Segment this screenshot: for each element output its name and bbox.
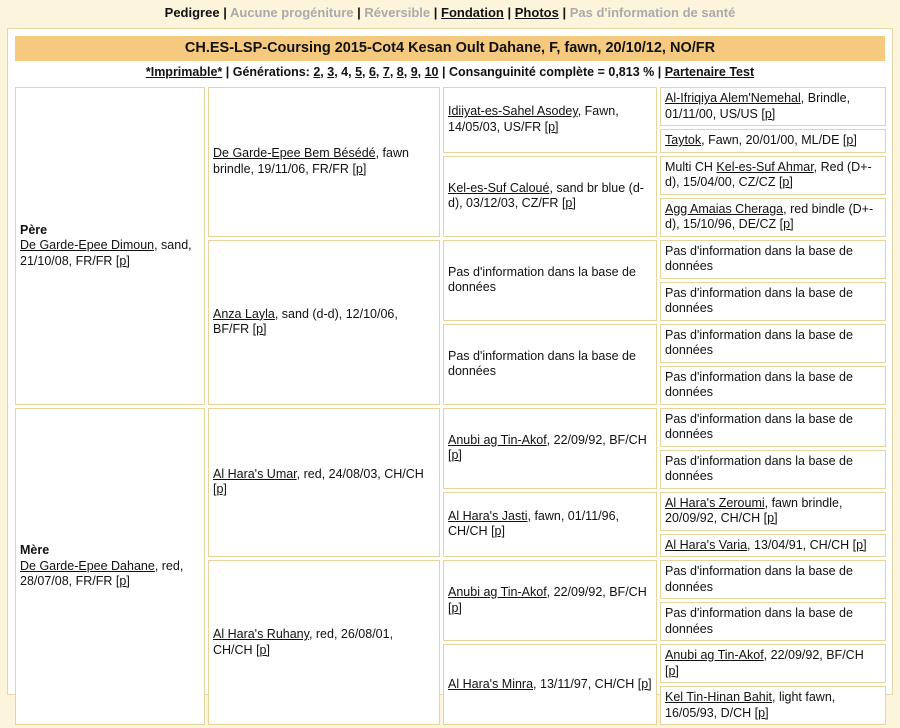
no-info-cell: Pas d'information dans la base de données (660, 240, 886, 279)
pedigree-cell-gen3 (443, 408, 657, 489)
ancestor-info: , fawn brindle, 19/11/06, FR/FR (213, 146, 409, 176)
ancestor-info: , sand br blue (d-d), 03/12/03, CZ/FR (448, 180, 644, 210)
nav-pedigree: Pedigree (164, 5, 220, 20)
pedigree-cell-gen3 (443, 492, 657, 558)
ancestor-info: , sand (d-d), 12/10/06, BF/FR (213, 306, 398, 336)
pedigree-cell-gen4 (660, 686, 886, 725)
pedigree-cell-gen2 (208, 87, 440, 237)
photo-link[interactable]: [p] (256, 642, 270, 657)
options-bar: *Imprimable* | Générations: 2, 3, 4, 5, 6, 7, 8, 9, 10 | Consanguinité complète = 0,813 % | Partenaire Test (145, 65, 755, 79)
pedigree-cell-gen4 (660, 156, 886, 195)
generation-link-8[interactable]: 8 (396, 65, 404, 79)
generation-link-3[interactable]: 3 (327, 65, 335, 79)
ancestor-info: , 22/09/92, BF/CH (763, 648, 864, 662)
dam-info: , red, 28/07/08, FR/FR (20, 558, 184, 588)
ancestor-info: , fawn brindle, 20/09/92, CH/CH (665, 495, 843, 525)
pedigree-cell-gen3 (443, 560, 657, 641)
pedigree-cell-gen2 (208, 560, 440, 725)
ancestor-link[interactable]: Al Hara's Jasti (448, 508, 528, 523)
pedigree-cell-gen3 (443, 644, 657, 725)
ancestor-info: , 13/11/97, CH/CH (533, 676, 635, 691)
no-info-cell: Pas d'information dans la base de données (443, 240, 657, 321)
ancestor-info: , 13/04/91, CH/CH (747, 537, 850, 552)
ancestor-link[interactable]: Kel Tin-Hinan Bahit (665, 690, 773, 704)
ancestor-link[interactable]: Kel-es-Suf Ahmar (716, 159, 814, 174)
ancestor-prefix: Multi CH (665, 159, 717, 174)
nav-separator: | (507, 5, 512, 20)
no-info-cell: Pas d'information dans la base de données (660, 282, 886, 321)
printable-link[interactable]: *Imprimable* (145, 65, 223, 79)
ancestor-link[interactable]: Al Hara's Varia (665, 537, 748, 552)
ancestor-info: , fawn, 01/11/96, CH/CH (448, 508, 619, 539)
photo-link[interactable]: [p] (561, 196, 576, 210)
generation-link-10[interactable]: 10 (424, 65, 439, 79)
sire-info: , sand, 21/10/08, FR/FR (20, 238, 192, 268)
nav-progeny: Aucune progéniture (229, 5, 354, 20)
generation-link-5[interactable]: 5 (355, 65, 363, 79)
ancestor-link[interactable]: Al Hara's Ruhany (213, 627, 309, 641)
ancestor-link[interactable]: Agg Amaias Cheraga (665, 201, 784, 216)
pedigree-cell-gen4 (660, 492, 886, 531)
photo-link[interactable]: [p] (213, 482, 227, 497)
photo-link[interactable]: [p] (761, 106, 776, 121)
photo-link[interactable]: [p] (637, 676, 652, 691)
ancestor-link[interactable]: Anubi ag Tin-Akof (448, 432, 547, 447)
nav-reversible: Réversible (364, 5, 431, 20)
options-separator: | (441, 65, 446, 79)
photo-link[interactable]: [p] (754, 705, 769, 720)
generation-link-9[interactable]: 9 (410, 65, 418, 79)
photo-link[interactable]: [p] (852, 537, 867, 552)
ancestor-link[interactable]: Kel-es-Suf Caloué (448, 180, 550, 195)
photo-link[interactable]: [p] (842, 133, 857, 147)
ancestor-info: , Red (D+-d), 15/04/00, CZ/CZ (665, 159, 872, 189)
photo-link[interactable]: [p] (665, 663, 679, 678)
nav-separator: | (223, 5, 227, 20)
top-navigation (0, 0, 900, 26)
generation-link-6[interactable]: 6 (368, 65, 376, 79)
ancestor-info: , red bindle (D+-d), 15/10/96, DE/CZ (665, 201, 874, 231)
dog-title: CH.ES-LSP-Coursing 2015-Cot4 Kesan Oult Dahane, F, fawn, 20/10/12, NO/FR (15, 36, 885, 61)
generation-link-7[interactable]: 7 (382, 65, 390, 79)
nav-separator: | (562, 5, 567, 20)
photo-link[interactable]: [p] (778, 175, 793, 189)
pedigree-cell-gen4 (660, 87, 886, 126)
nav-separator: | (357, 5, 361, 20)
pedigree-cell-gen2 (208, 240, 440, 405)
no-info-cell: Pas d'information dans la base de données (443, 324, 657, 405)
no-info-cell: Pas d'information dans la base de données (660, 602, 886, 641)
pedigree-cell-gen4 (660, 644, 886, 683)
nav-separator: | (433, 5, 438, 20)
ancestor-info: , 22/09/92, BF/CH (546, 432, 647, 447)
ancestor-info: , Fawn, 14/05/03, US/FR (448, 104, 619, 134)
pedigree-cell-gen4 (660, 129, 886, 153)
no-info-cell: Pas d'information dans la base de données (660, 408, 886, 447)
photo-link[interactable]: [p] (448, 600, 462, 615)
ancestor-link[interactable]: Taytok (665, 133, 702, 147)
photo-link[interactable]: [p] (115, 574, 130, 588)
dam-label: Mère (20, 543, 50, 557)
sire-cell (15, 87, 205, 405)
pedigree-panel (7, 28, 893, 720)
ancestor-link[interactable]: Al Hara's Zeroumi (665, 495, 765, 510)
ancestor-info: , Brindle, 01/11/00, US/US (665, 91, 851, 121)
sire-label: Père (20, 222, 48, 237)
ancestor-link[interactable]: Anubi ag Tin-Akof (448, 585, 547, 599)
ancestor-info: , red, 26/08/01, CH/CH (213, 627, 394, 657)
sire-link[interactable]: De Garde-Epee Dimoun (20, 238, 155, 252)
options-separator: | (657, 65, 662, 79)
nav-photos-link[interactable]: Photos (514, 5, 559, 20)
generations-label: Générations: (232, 65, 310, 79)
no-info-cell: Pas d'information dans la base de données (660, 560, 886, 599)
dam-link[interactable]: De Garde-Epee Dahane (20, 558, 155, 573)
no-info-cell: Pas d'information dans la base de données (660, 450, 886, 489)
pedigree-cell-gen4 (660, 534, 886, 558)
partner-test-link[interactable]: Partenaire Test (664, 65, 755, 79)
options-separator: | (225, 65, 230, 79)
photo-link[interactable]: [p] (115, 253, 130, 268)
inbreeding-coefficient: Consanguinité complète = 0,813 % (448, 65, 655, 79)
photo-link[interactable]: [p] (763, 511, 778, 525)
ancestor-info: , 22/09/92, BF/CH (546, 585, 647, 599)
photo-link[interactable]: [p] (491, 524, 505, 539)
generation-current-4: 4 (341, 65, 349, 79)
photo-link[interactable]: [p] (544, 119, 559, 134)
ancestor-link[interactable]: Anza Layla (213, 306, 275, 321)
ancestor-info: , red, 24/08/03, CH/CH (296, 466, 424, 481)
ancestor-link[interactable]: De Garde-Epee Bem Bésédé (213, 146, 376, 161)
ancestor-info: , light fawn, 16/05/93, D/CH (665, 690, 836, 720)
pedigree-cell-gen2 (208, 408, 440, 558)
ancestor-link[interactable]: Al-Ifriqiya Alem'Nemehal (665, 91, 801, 105)
ancestor-link[interactable]: Al Hara's Umar (213, 466, 297, 481)
pedigree-table (12, 84, 889, 728)
dam-cell (15, 408, 205, 726)
photo-link[interactable]: [p] (448, 448, 462, 462)
ancestor-link[interactable]: Idiiyat-es-Sahel Asodey (448, 104, 578, 119)
generation-link-2[interactable]: 2 (313, 65, 321, 79)
no-info-cell: Pas d'information dans la base de données (660, 324, 886, 363)
nav-foundation-link[interactable]: Fondation (441, 5, 504, 20)
ancestor-info: , Fawn, 20/01/00, ML/DE (701, 133, 840, 147)
photo-link[interactable]: [p] (252, 322, 267, 336)
photo-link[interactable]: [p] (779, 217, 794, 231)
nav-health: Pas d'information de santé (569, 5, 736, 20)
pedigree-cell-gen3 (443, 156, 657, 237)
photo-link[interactable]: [p] (352, 161, 367, 176)
pedigree-cell-gen4 (660, 198, 886, 237)
no-info-cell: Pas d'information dans la base de données (660, 366, 886, 405)
ancestor-link[interactable]: Al Hara's Minra (448, 676, 534, 691)
ancestor-link[interactable]: Anubi ag Tin-Akof (665, 648, 764, 662)
pedigree-cell-gen3 (443, 87, 657, 153)
